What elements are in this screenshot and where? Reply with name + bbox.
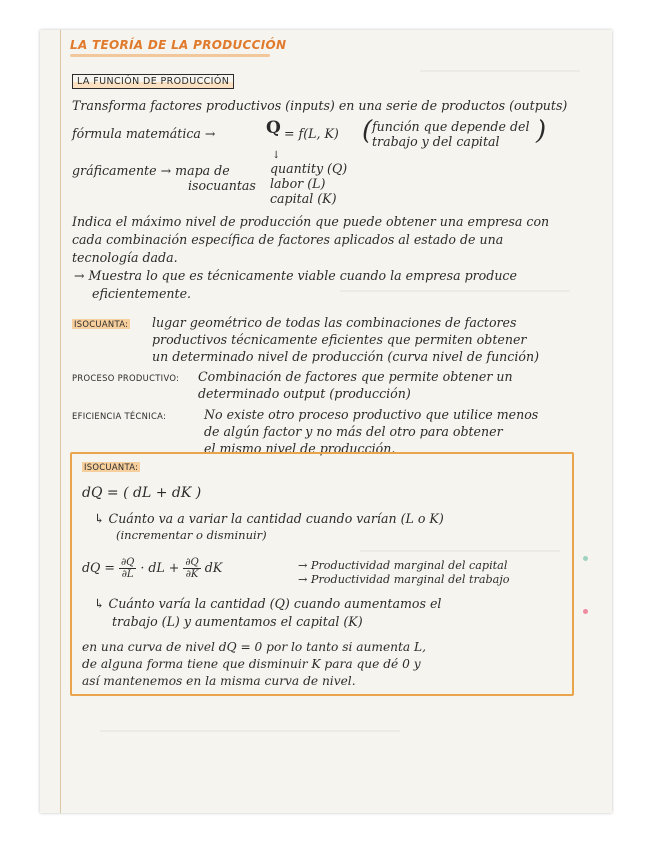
final-line-3: así mantenemos en la misma curva de nivel. [82, 674, 356, 688]
final-line-2: de alguna forma tiene que disminuir K para que dé 0 y [82, 657, 421, 671]
bracket-right: ) [536, 116, 547, 146]
proceso-label: PROCESO PRODUCTIVO: [72, 373, 180, 383]
dq2-suffix: dK [204, 560, 223, 575]
final-line-1: en una curva de nivel dQ = 0 por lo tanto si aumenta L, [82, 640, 427, 654]
title-underline [70, 54, 270, 57]
eficiencia-line-1: No existe otro proceso productivo que utilice menos [204, 407, 539, 422]
proceso-line-1: Combinación de factores que permite obtener un [198, 369, 513, 384]
page-title: LA TEORÍA DE LA PRODUCCIÓN [70, 38, 287, 52]
graph-arrow: ↓ [272, 150, 281, 161]
graph-item-q: quantity (Q) [270, 161, 348, 176]
bleed-through-mark [340, 290, 570, 292]
partial-derivative-equation [82, 556, 222, 580]
formula-expression: = f(L, K) [284, 126, 339, 141]
formula-note-1: función que depende del [372, 119, 530, 134]
green-dot [583, 556, 588, 561]
eficiencia-label: EFICIENCIA TÉCNICA: [72, 411, 167, 421]
fraction-dq-dl: $\frac{\partial Q}{\partial L}$ [120, 557, 135, 580]
eficiencia-line-2: de algún factor y no más del otro para obtener [204, 424, 503, 439]
bleed-through-mark [420, 70, 580, 72]
pm-trabajo-note: → Productividad marginal del trabajo [298, 573, 510, 586]
dq2-mid: · dL + [140, 560, 180, 575]
fraction-dq-dk: $\frac{\partial Q}{\partial K}$ [185, 557, 199, 580]
bracket-left: ( [362, 116, 373, 146]
paragraph-line-1: Indica el máximo nivel de producción que puede obtener una empresa con [72, 214, 550, 229]
isocuanta-line-2: productivos técnicamente eficientes que permiten obtener [152, 332, 527, 347]
note1-line-1: ↳ Cuánto va a variar la cantidad cuando varían (L o K) [94, 511, 444, 526]
pm-capital-note: → Productividad marginal del capital [298, 559, 508, 572]
graph-item-k: capital (K) [270, 191, 337, 206]
dq-equation: dQ = ( dL + dK ) [82, 485, 202, 501]
graph-label: gráficamente → mapa de [72, 163, 230, 178]
note2-line-1: ↳ Cuánto varía la cantidad (Q) cuando aumentamos el [94, 596, 442, 611]
bleed-through-mark [100, 730, 400, 732]
note2-line-2: trabajo (L) y aumentamos el capital (K) [112, 614, 363, 629]
formula-q: Q [266, 118, 281, 138]
bullet-line-2: eficientemente. [92, 286, 192, 301]
intro-text: Transforma factores productivos (inputs) en una serie de productos (outputs) [72, 98, 568, 113]
graph-label-2: isocuantas [188, 178, 256, 193]
section-heading: LA FUNCIÓN DE PRODUCCIÓN [72, 74, 234, 89]
paragraph-line-2: cada combinación específica de factores aplicados al estado de una [72, 232, 504, 247]
box-label: ISOCUANTA: [84, 462, 139, 472]
isocuanta-line-3: un determinado nivel de producción (curva nivel de función) [152, 349, 539, 364]
proceso-line-2: determinado output (producción) [198, 386, 411, 401]
isocuanta-line-1: lugar geométrico de todas las combinaciones de factores [152, 315, 517, 330]
note1-line-2: (incrementar o disminuir) [116, 528, 267, 542]
formula-note-2: trabajo y del capital [372, 134, 500, 149]
margin-line [60, 30, 61, 813]
isocuanta-label: ISOCUANTA: [74, 319, 129, 329]
eficiencia-line-3: el mismo nivel de producción. [204, 441, 396, 456]
dq2-prefix: dQ = [82, 560, 115, 575]
formula-label: fórmula matemática → [72, 126, 216, 141]
notebook-page [40, 30, 612, 813]
pink-dot [583, 609, 588, 614]
graph-item-l: labor (L) [270, 176, 326, 191]
bullet-line-1: → Muestra lo que es técnicamente viable cuando la empresa produce [74, 268, 517, 283]
paragraph-line-3: tecnología dada. [72, 250, 178, 265]
